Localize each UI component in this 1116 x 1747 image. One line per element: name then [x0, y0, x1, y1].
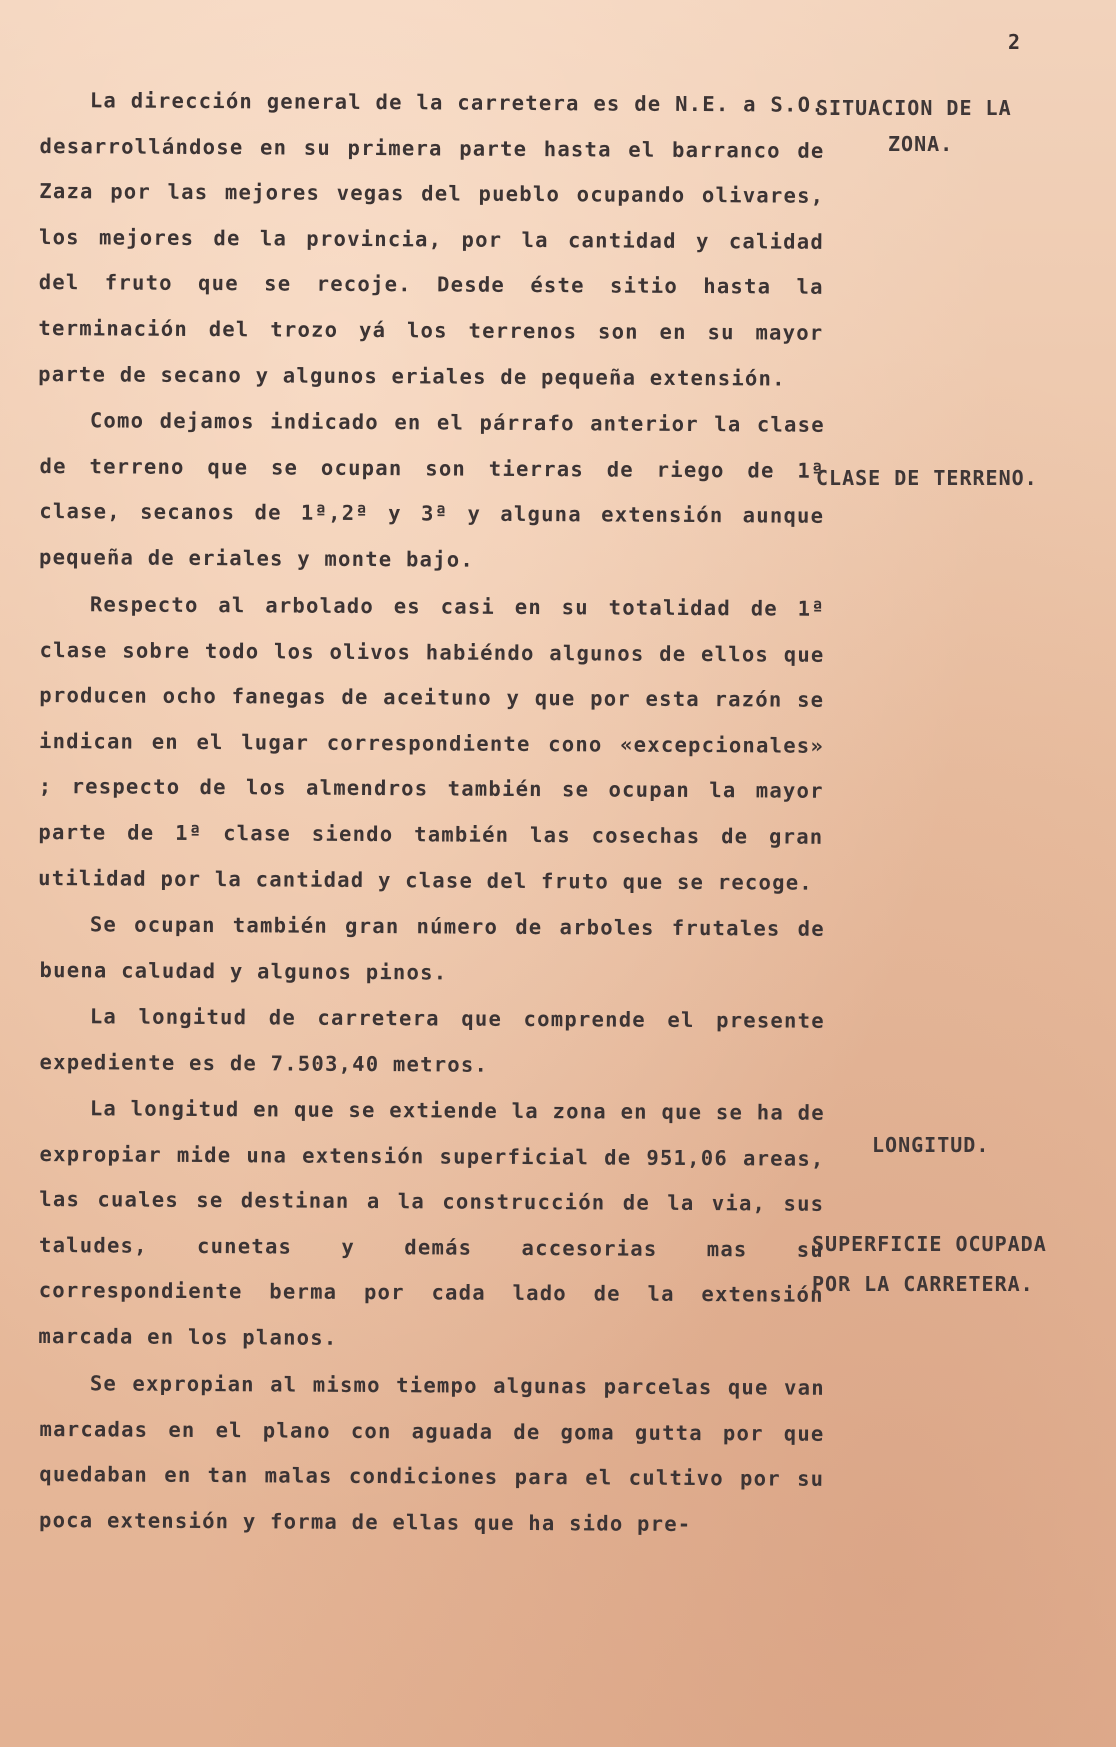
page-number: 2	[1008, 30, 1021, 54]
margin-note-line: ZONA.	[888, 132, 954, 156]
margin-note-clase-terreno	[816, 466, 1038, 490]
margin-note-longitud	[872, 1133, 989, 1157]
margin-note-line: POR LA CARRETERA.	[812, 1272, 1034, 1296]
document-body	[40, 78, 825, 1543]
margin-note-line: LONGITUD.	[872, 1133, 990, 1157]
paragraph-longitud: La longitud de carretera que comprende el presente expediente es de 7.503,40 metros.	[39, 1004, 825, 1077]
margin-note-line: SUPERFICIE OCUPADA	[812, 1232, 1047, 1256]
margin-note-line: CLASE DE TERRENO.	[816, 466, 1038, 490]
paragraph-parcelas: Se expropian al mismo tiempo algunas parcelas que van marcadas en el plano con aguada de goma gutta por que quedaban en tan malas condiciones para el cultivo por su poca extensión y forma de ellas que ha sido pre-	[38, 1370, 825, 1536]
paragraph-superficie: La longitud en que se extiende la zona en que se ha de expropiar mide una extensión superficial de 951,06 areas, las cuales se destinan a la construcción de la via, sus taludes, cunetas y demás accesorias mas su correspondiente berma por cada lado de la extensión marcada en los planos.	[38, 1096, 825, 1350]
margin-note-superficie	[812, 1232, 1047, 1296]
margin-note-situacion	[816, 96, 1012, 156]
margin-note-line: SITUACION DE LA	[816, 96, 1012, 120]
paragraph-situacion: La dirección general de la carretera es de N.E. a S.O. desarrollándose en su primera parte hasta el barranco de Zaza por las mejores vegas del pueblo ocupando olivares, los mejores de la provincia, por la cantidad y calidad del fruto que se recoje. Desde éste sitio hasta la terminación del trozo yá los terrenos son en su mayor parte de secano y algunos eriales de pequeña extensión.	[38, 88, 825, 391]
paragraph-clase-terreno: Como dejamos indicado en el párrafo anterior la clase de terreno que se ocupan son tierras de riego de 1ª clase, secanos de 1ª,2ª y 3ª y alguna extensión aunque pequeña de eriales y monte bajo.	[38, 408, 825, 572]
paragraph-frutales: Se ocupan también gran número de arboles frutales de buena caludad y algunos pinos.	[39, 911, 825, 984]
paragraph-arbolado: Respecto al arbolado es casi en su totalidad de 1ª clase sobre todo los olivos habiéndo algunos de ellos que producen ocho fanegas de aceituno y que por esta razón se indican en el lugar correspondiente cono «excepcionales» ; respecto de los almendros también se ocupan la mayor parte de 1ª clase siendo también las cosechas de gran utilidad por la cantidad y clase del fruto que se recoge.	[38, 591, 825, 894]
